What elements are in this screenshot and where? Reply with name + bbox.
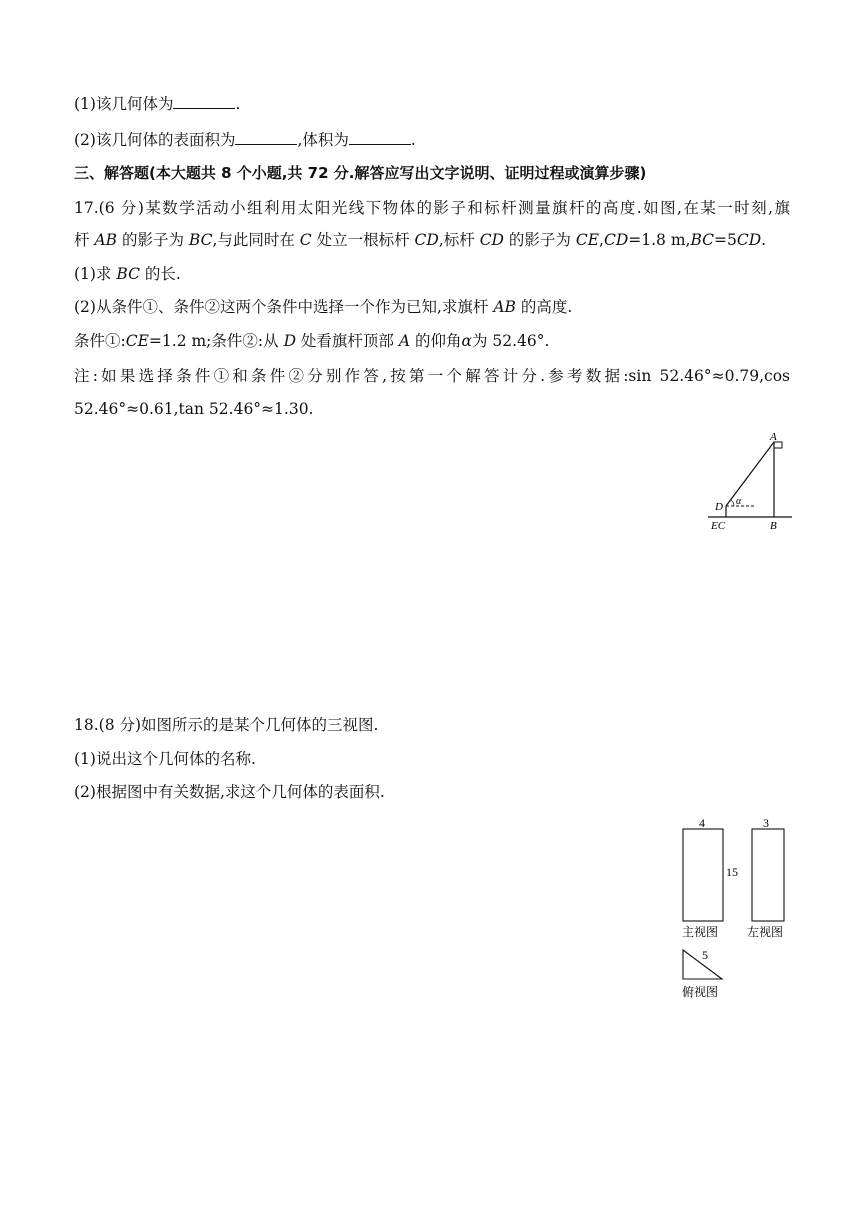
label-ec: EC xyxy=(711,520,726,532)
answer-blank xyxy=(235,130,297,145)
label-d: D xyxy=(715,501,723,513)
front-view-label: 主视图 xyxy=(682,925,719,939)
q17-note-line2: 52.46°≈0.61,tan 52.46°≈1.30. xyxy=(74,400,314,418)
line-of-sight xyxy=(726,442,774,506)
angle-arc xyxy=(731,500,734,506)
q17-note-line1: 注:如果选择条件①和条件②分别作答,按第一个解答计分.参考数据:sin 52.46°≈0.79,cos xyxy=(74,367,790,385)
q18-stem: 18.(8 分)如图所示的是某个几何体的三视图. xyxy=(74,716,379,734)
label-b: B xyxy=(770,520,777,532)
side-view-label: 左视图 xyxy=(747,925,784,939)
q16-part2: (2)该几何体的表面积为 ,体积为 . xyxy=(74,131,416,149)
label-alpha: α xyxy=(736,496,742,507)
section-heading: 三、解答题(本大题共 8 个小题,共 72 分.解答应写出文字说明、证明过程或演算步骤) xyxy=(74,164,647,182)
side-view-rect xyxy=(752,829,784,921)
q17-stem-line2: 杆 AB 的影子为 BC,与此同时在 C 处立一根标杆 CD,标杆 CD 的影子为 CE,CD=1.8 m,BC=5CD. xyxy=(74,231,767,249)
top-hyp-label: 5 xyxy=(702,948,708,962)
q17-part2: (2)从条件①、条件②这两个条件中选择一个作为已知,求旗杆 AB 的高度. xyxy=(74,298,573,316)
height-label: 15 xyxy=(726,865,738,879)
q17-part1: (1)求 BC 的长. xyxy=(74,265,181,283)
side-width-label: 3 xyxy=(763,816,769,830)
q18-part1: (1)说出这个几何体的名称. xyxy=(74,750,256,768)
q17-conditions: 条件①:CE=1.2 m;条件②:从 D 处看旗杆顶部 A 的仰角α为 52.46°. xyxy=(74,332,550,350)
q16-part1: (1)该几何体为 . xyxy=(74,95,241,113)
front-view-rect xyxy=(683,829,723,921)
top-view-label: 俯视图 xyxy=(682,985,719,999)
answer-blank xyxy=(173,94,235,109)
label-a: A xyxy=(770,431,777,443)
flagpole-diagram xyxy=(700,428,800,534)
q17-stem-line1: 17.(6 分)某数学活动小组利用太阳光线下物体的影子和标杆测量旗杆的高度.如图,在某一时刻,旗 xyxy=(74,199,790,217)
q18-part2: (2)根据图中有关数据,求这个几何体的表面积. xyxy=(74,783,385,801)
answer-blank xyxy=(349,130,411,145)
three-view-diagram xyxy=(674,812,798,1002)
front-width-label: 4 xyxy=(699,816,705,830)
